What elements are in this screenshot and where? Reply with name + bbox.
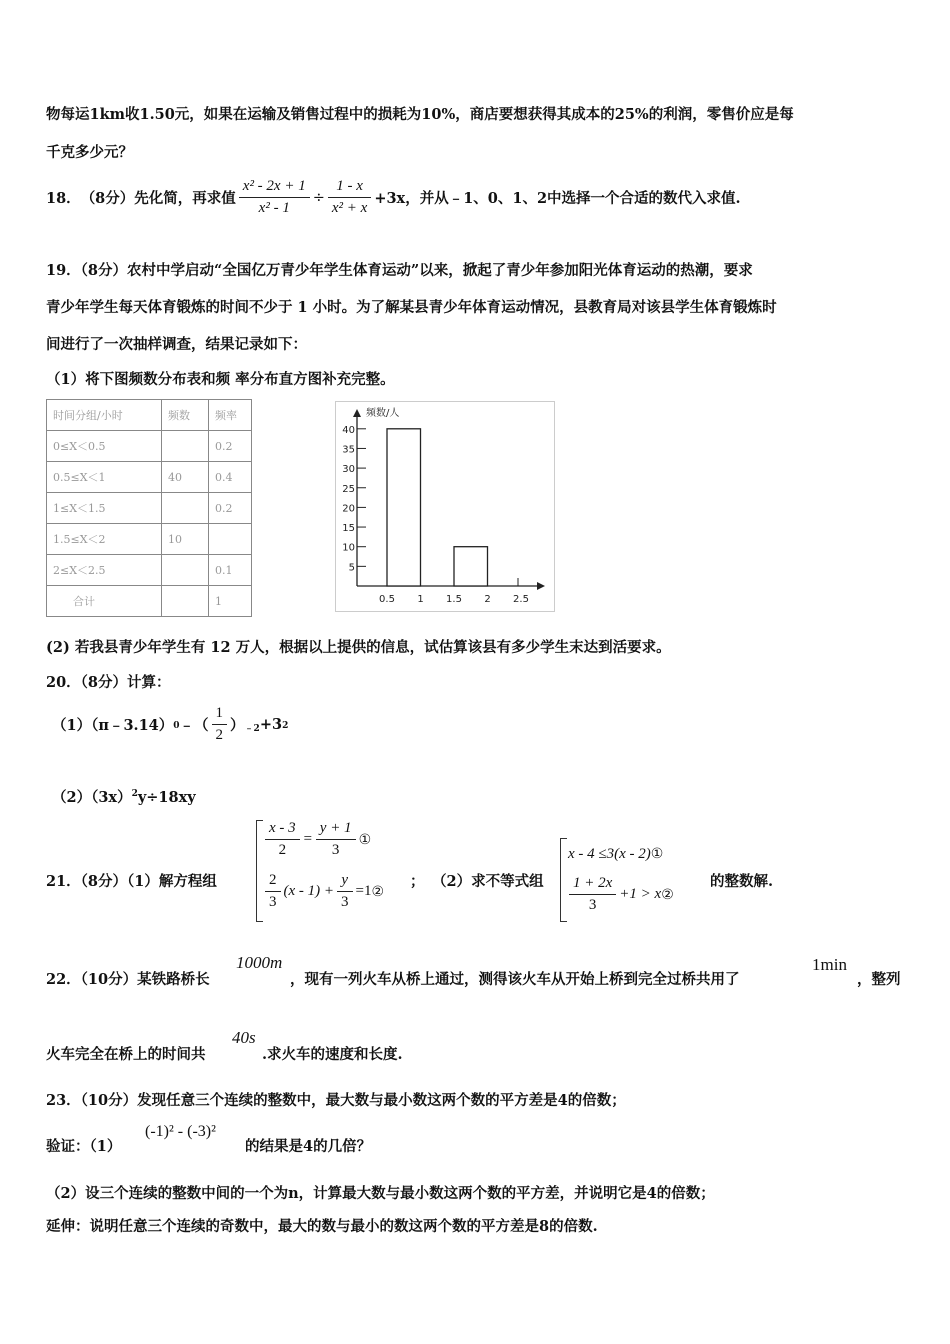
q23-line1: 23．（10分）发现任意三个连续的整数中，最大数与最小数这两个数的平方差是4的倍数； bbox=[46, 1092, 626, 1109]
table-cell: 0.5≤X＜1 bbox=[47, 462, 162, 493]
q23-line3: （2）设三个连续的整数中间的一个为n，计算最大数与最小数这两个数的平方差，并说明它是4的倍数； bbox=[46, 1185, 715, 1202]
q21-in2-tail: +1 > x bbox=[619, 886, 662, 902]
q22-part3: ，整列 bbox=[857, 971, 901, 988]
table-cell bbox=[162, 431, 209, 462]
q21-eq2-coef bbox=[265, 872, 281, 911]
x-tick-label: 2 bbox=[484, 594, 491, 605]
q20-p1-close: ） bbox=[230, 717, 245, 734]
q22-part2: ，现有一列火车从桥上通过，测得该火车从开始上桥到完全过桥共用了 bbox=[290, 971, 740, 988]
table-cell: 0.2 bbox=[209, 431, 252, 462]
q20-p1-fraction bbox=[212, 705, 228, 744]
q18-frac2-numerator: 1 - x bbox=[328, 178, 371, 198]
chart-frame bbox=[336, 402, 555, 612]
y-tick-label: 10 bbox=[342, 542, 355, 554]
q22-part5: .求火车的速度和长度. bbox=[262, 1046, 403, 1063]
q21-number: 21．（8分）（1）解方程组 bbox=[46, 873, 217, 890]
table-cell: 0.2 bbox=[209, 493, 252, 524]
x-tick-label: 1.5 bbox=[446, 594, 462, 605]
y-tick-label: 5 bbox=[348, 562, 355, 574]
q21-eq1-rhs-den: 3 bbox=[331, 842, 340, 858]
q20-p1-mid: ﹣（ bbox=[179, 717, 209, 734]
frequency-table bbox=[46, 399, 252, 617]
q21-in1: x - 4 ≤3(x - 2) bbox=[568, 846, 651, 862]
q21-eq2-mark: ② bbox=[371, 883, 385, 900]
q22-time2: 40s bbox=[232, 1028, 256, 1047]
histogram-bar bbox=[387, 429, 421, 586]
table-header: 频数 bbox=[162, 400, 209, 431]
q21-eq2-tail: =1 bbox=[355, 883, 372, 899]
table-cell: 0≤X＜0.5 bbox=[47, 431, 162, 462]
table-cell: 1.5≤X＜2 bbox=[47, 524, 162, 555]
q21-in1-mark: ① bbox=[650, 846, 664, 862]
q20-p1-tail: +3 bbox=[259, 716, 283, 733]
q21-in2-num: 1 + 2x bbox=[569, 875, 616, 895]
q18-fraction-1 bbox=[239, 178, 310, 217]
q21-inequality-1 bbox=[568, 846, 663, 863]
table-header-row bbox=[47, 400, 252, 431]
table-cell bbox=[162, 493, 209, 524]
q23-verify-tail: 的结果是4的几倍？ bbox=[245, 1138, 372, 1155]
q18-score: （8分）先化简，再求值 bbox=[80, 190, 236, 207]
q17-line2: 千克多少元？ bbox=[46, 144, 133, 161]
q21-eq1-rhs bbox=[316, 820, 356, 859]
q21-eq2-coef-den: 3 bbox=[269, 894, 277, 910]
q20-header: 20．（8分）计算： bbox=[46, 674, 171, 691]
y-tick-label: 15 bbox=[342, 523, 355, 535]
q22-time: 1min bbox=[812, 955, 847, 974]
q19-sub1: （1）将下图频数分布表和频 率分布直方图补充完整。 bbox=[46, 371, 395, 388]
q21-part2-label: （2）求不等式组 bbox=[432, 873, 544, 890]
q21-eq2-y-den: 3 bbox=[341, 894, 349, 910]
table-cell: 0.1 bbox=[209, 555, 252, 586]
table-cell: 10 bbox=[162, 524, 209, 555]
q23-verify: 验证：（1） bbox=[46, 1138, 122, 1155]
q20-part2 bbox=[52, 786, 196, 807]
table-cell bbox=[162, 555, 209, 586]
q21-eq2-mid: (x - 1) + bbox=[283, 883, 335, 899]
table-cell: 合计 bbox=[47, 586, 162, 617]
table-row bbox=[47, 493, 252, 524]
q22-part1: 22．（10分）某铁路桥长 bbox=[46, 971, 210, 988]
y-tick-label: 35 bbox=[342, 444, 355, 456]
y-tick-label: 25 bbox=[342, 483, 355, 495]
table-cell bbox=[162, 586, 209, 617]
q22-length: 1000m bbox=[236, 953, 283, 972]
q21-eq1-lhs-num: x - 3 bbox=[265, 820, 300, 840]
table-row bbox=[47, 586, 252, 617]
q21-equation-1 bbox=[262, 820, 371, 859]
x-tick-label: 0.5 bbox=[379, 594, 395, 605]
q20-part1 bbox=[52, 705, 288, 744]
table-cell: 2≤X＜2.5 bbox=[47, 555, 162, 586]
q21-eq1-mark: ① bbox=[358, 831, 372, 848]
q21-eq1-rhs-num: y + 1 bbox=[316, 820, 356, 840]
q21-eq1-equals: = bbox=[302, 831, 313, 847]
q18-number: 18． bbox=[46, 190, 81, 207]
q19-line1: 19．（8分）农村中学启动“全国亿万青少年学生体育运动”以来，掀起了青少年参加阳光体育运动的热潮，要求 bbox=[46, 262, 753, 279]
q17-line1: 物每运1km收1.50元，如果在运输及销售过程中的损耗为10%，商店要想获得其成本的25%的利润，零售价应是每 bbox=[46, 106, 794, 123]
q20-p1-exp: ﹣2 bbox=[244, 724, 260, 734]
y-tick-label: 40 bbox=[342, 424, 355, 436]
q23-expression: (-1)² - (-3)² bbox=[145, 1123, 216, 1140]
table-row bbox=[47, 431, 252, 462]
q19-line2: 青少年学生每天体育锻炼的时间不少于 1 小时。为了解某县青少年体育运动情况，县教育局对该县学生体育锻炼时 bbox=[46, 299, 777, 316]
q21-eq1-lhs-den: 2 bbox=[278, 842, 287, 858]
table-row bbox=[47, 555, 252, 586]
table-cell: 1 bbox=[209, 586, 252, 617]
question-18 bbox=[46, 178, 741, 217]
q18-frac1-numerator: x² - 2x + 1 bbox=[239, 178, 310, 198]
x-tick-label: 2.5 bbox=[513, 594, 529, 605]
table-header: 频率 bbox=[209, 400, 252, 431]
q18-tail: +3x，并从﹣1、0、1、2中选择一个合适的数代入求值. bbox=[374, 190, 741, 207]
table-cell: 40 bbox=[162, 462, 209, 493]
table-header: 时间分组/小时 bbox=[47, 400, 162, 431]
histogram-chart bbox=[335, 401, 555, 612]
q21-equation-2 bbox=[262, 872, 384, 911]
q20-p2-tail: y÷18xy bbox=[137, 789, 196, 806]
table-row bbox=[47, 462, 252, 493]
q21-eq2-y bbox=[337, 872, 353, 911]
q21-tail: 的整数解. bbox=[710, 873, 774, 890]
x-tick-label: 1 bbox=[417, 594, 424, 605]
table-cell: 0.4 bbox=[209, 462, 252, 493]
q20-p2-label: （2）（3x） bbox=[52, 789, 132, 806]
q18-divide-sign: ÷ bbox=[312, 189, 325, 206]
y-tick-label: 20 bbox=[342, 503, 355, 515]
q21-eq2-y-num: y bbox=[337, 872, 353, 892]
histogram-bar bbox=[454, 547, 488, 586]
q23-line4: 延伸：说明任意三个连续的奇数中，最大的数与最小的数这两个数的平方差是8的倍数. bbox=[46, 1218, 598, 1235]
table-cell: 1≤X＜1.5 bbox=[47, 493, 162, 524]
q20-p2-exp: 2 bbox=[131, 789, 138, 800]
q21-in2-den: 3 bbox=[588, 897, 597, 913]
q21-in2-frac bbox=[569, 875, 616, 914]
q20-p1-label: （1）（π﹣3.14） bbox=[52, 717, 174, 734]
table-cell bbox=[209, 524, 252, 555]
q21-eq1-lhs bbox=[265, 820, 300, 859]
q19-line3: 间进行了一次抽样调查，结果记录如下： bbox=[46, 336, 307, 353]
q18-frac2-denominator: x² + x bbox=[331, 200, 368, 216]
q21-separator: ； bbox=[410, 873, 425, 890]
q18-frac1-denominator: x² - 1 bbox=[258, 200, 290, 216]
q20-p1-tail-exp: 2 bbox=[282, 721, 289, 731]
y-axis-label: 频数/人 bbox=[366, 408, 400, 419]
q22-part4: 火车完全在桥上的时间共 bbox=[46, 1046, 206, 1063]
q20-p1-numerator: 1 bbox=[212, 705, 228, 725]
q20-p1-exp0: 0 bbox=[173, 721, 180, 731]
q20-p1-denominator: 2 bbox=[215, 727, 224, 743]
table-row bbox=[47, 524, 252, 555]
q21-inequality-2 bbox=[566, 875, 674, 914]
q21-in2-mark: ② bbox=[661, 886, 674, 903]
q19-sub2: (2) 若我县青少年学生有 12 万人，根据以上提供的信息，试估算该县有多少学生末达到活要求。 bbox=[46, 639, 671, 656]
q18-fraction-2 bbox=[328, 178, 371, 217]
y-tick-label: 30 bbox=[342, 464, 355, 476]
q21-eq2-coef-num: 2 bbox=[265, 872, 281, 892]
